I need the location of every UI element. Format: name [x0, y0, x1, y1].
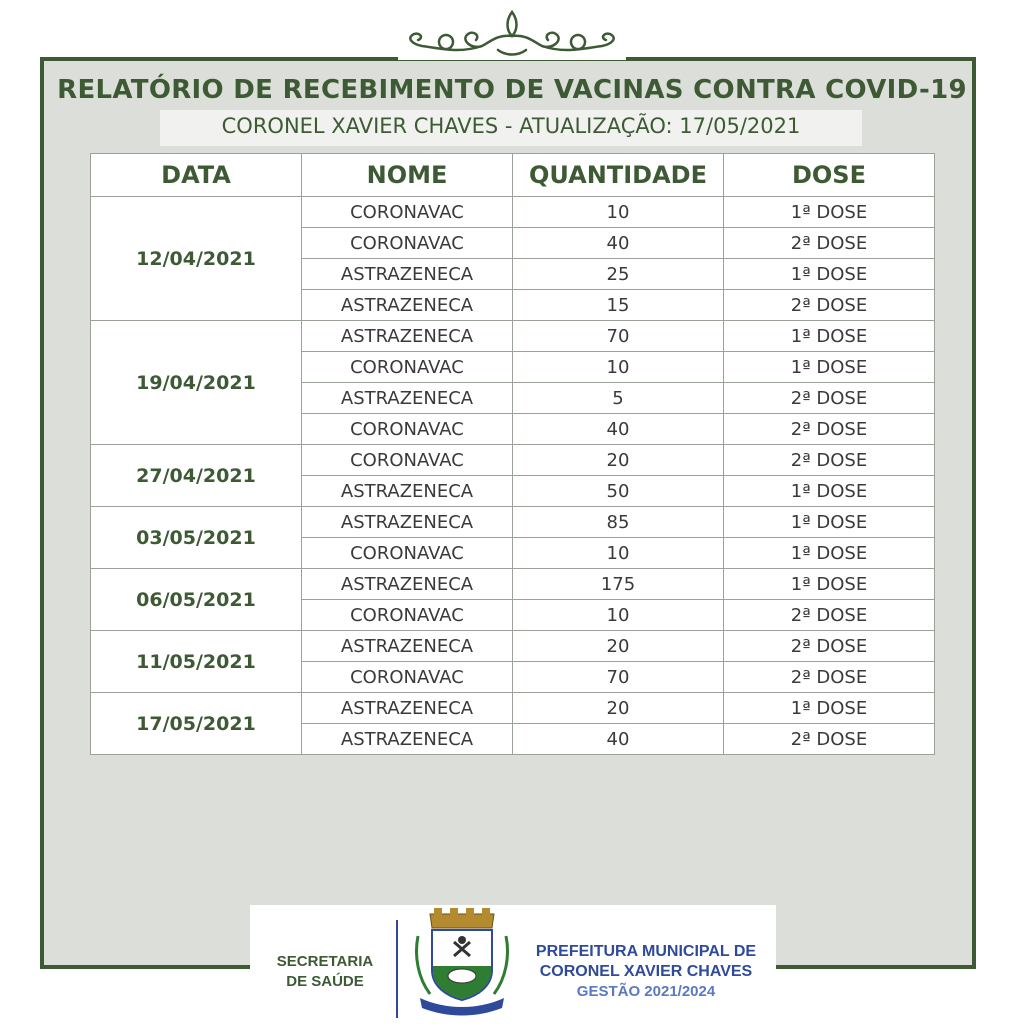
prefeitura-block	[520, 942, 772, 1002]
cell-dose: 2ª DOSE	[724, 600, 935, 631]
cell-quantidade: 25	[513, 259, 724, 290]
cell-dose: 2ª DOSE	[724, 228, 935, 259]
cell-quantidade: 10	[513, 538, 724, 569]
cell-dose: 2ª DOSE	[724, 631, 935, 662]
cell-dose: 2ª DOSE	[724, 724, 935, 755]
cell-dose: 1ª DOSE	[724, 538, 935, 569]
cell-quantidade: 40	[513, 228, 724, 259]
cell-quantidade: 40	[513, 724, 724, 755]
table-header-row	[91, 154, 935, 197]
column-header-dose: DOSE	[724, 154, 935, 197]
report-title: RELATÓRIO DE RECEBIMENTO DE VACINAS CONTRA COVID-19	[57, 75, 967, 105]
cell-nome: ASTRAZENECA	[302, 259, 513, 290]
table-row	[91, 569, 935, 600]
cell-nome: CORONAVAC	[302, 445, 513, 476]
cell-dose: 1ª DOSE	[724, 197, 935, 228]
cell-dose: 2ª DOSE	[724, 383, 935, 414]
cell-quantidade: 70	[513, 662, 724, 693]
cell-dose: 1ª DOSE	[724, 476, 935, 507]
cell-dose: 2ª DOSE	[724, 445, 935, 476]
cell-nome: ASTRAZENECA	[302, 476, 513, 507]
cell-nome: ASTRAZENECA	[302, 724, 513, 755]
cell-dose: 1ª DOSE	[724, 259, 935, 290]
cell-quantidade: 20	[513, 631, 724, 662]
cell-quantidade: 10	[513, 352, 724, 383]
cell-date: 06/05/2021	[91, 569, 302, 631]
cell-date: 27/04/2021	[91, 445, 302, 507]
table-row	[91, 693, 935, 724]
cell-nome: CORONAVAC	[302, 352, 513, 383]
cell-quantidade: 20	[513, 445, 724, 476]
cell-dose: 1ª DOSE	[724, 693, 935, 724]
cell-nome: ASTRAZENECA	[302, 569, 513, 600]
secretaria-label	[262, 952, 388, 992]
cell-quantidade: 10	[513, 197, 724, 228]
vaccine-table	[90, 153, 935, 755]
cell-nome: CORONAVAC	[302, 662, 513, 693]
cell-dose: 1ª DOSE	[724, 507, 935, 538]
column-header-quantidade: QUANTIDADE	[513, 154, 724, 197]
table-body	[91, 197, 935, 755]
cell-quantidade: 40	[513, 414, 724, 445]
cell-nome: CORONAVAC	[302, 414, 513, 445]
cell-quantidade: 10	[513, 600, 724, 631]
cell-date: 03/05/2021	[91, 507, 302, 569]
municipal-crest-icon	[406, 906, 518, 1018]
cell-quantidade: 175	[513, 569, 724, 600]
cell-dose: 2ª DOSE	[724, 290, 935, 321]
cell-nome: CORONAVAC	[302, 600, 513, 631]
cell-nome: ASTRAZENECA	[302, 631, 513, 662]
cell-quantidade: 70	[513, 321, 724, 352]
cell-dose: 1ª DOSE	[724, 352, 935, 383]
cell-nome: CORONAVAC	[302, 228, 513, 259]
cell-nome: ASTRAZENECA	[302, 290, 513, 321]
column-header-data: DATA	[91, 154, 302, 197]
secretaria-line-2: DE SAÚDE	[286, 973, 364, 990]
cell-dose: 1ª DOSE	[724, 321, 935, 352]
footer-divider	[396, 920, 398, 1018]
cell-quantidade: 15	[513, 290, 724, 321]
cell-dose: 2ª DOSE	[724, 414, 935, 445]
report-subtitle: CORONEL XAVIER CHAVES - ATUALIZAÇÃO: 17/05/2021	[221, 114, 801, 138]
cell-quantidade: 85	[513, 507, 724, 538]
cell-nome: CORONAVAC	[302, 197, 513, 228]
cell-quantidade: 50	[513, 476, 724, 507]
cell-nome: ASTRAZENECA	[302, 693, 513, 724]
cell-dose: 2ª DOSE	[724, 662, 935, 693]
table-row	[91, 631, 935, 662]
ornament-flourish-icon	[398, 4, 626, 60]
gestao-label: GESTÃO 2021/2024	[576, 983, 716, 1000]
secretaria-line-1: SECRETARIA	[276, 953, 374, 970]
table-row	[91, 507, 935, 538]
table-row	[91, 445, 935, 476]
cell-nome: CORONAVAC	[302, 538, 513, 569]
cell-quantidade: 5	[513, 383, 724, 414]
cell-date: 11/05/2021	[91, 631, 302, 693]
cell-date: 12/04/2021	[91, 197, 302, 321]
column-header-nome: NOME	[302, 154, 513, 197]
prefeitura-line-2: CORONEL XAVIER CHAVES	[539, 963, 753, 980]
cell-quantidade: 20	[513, 693, 724, 724]
cell-nome: ASTRAZENECA	[302, 321, 513, 352]
prefeitura-line-1: PREFEITURA MUNICIPAL DE	[535, 943, 757, 960]
cell-date: 19/04/2021	[91, 321, 302, 445]
cell-date: 17/05/2021	[91, 693, 302, 755]
cell-dose: 1ª DOSE	[724, 569, 935, 600]
cell-nome: ASTRAZENECA	[302, 507, 513, 538]
cell-nome: ASTRAZENECA	[302, 383, 513, 414]
table-row	[91, 197, 935, 228]
table-row	[91, 321, 935, 352]
